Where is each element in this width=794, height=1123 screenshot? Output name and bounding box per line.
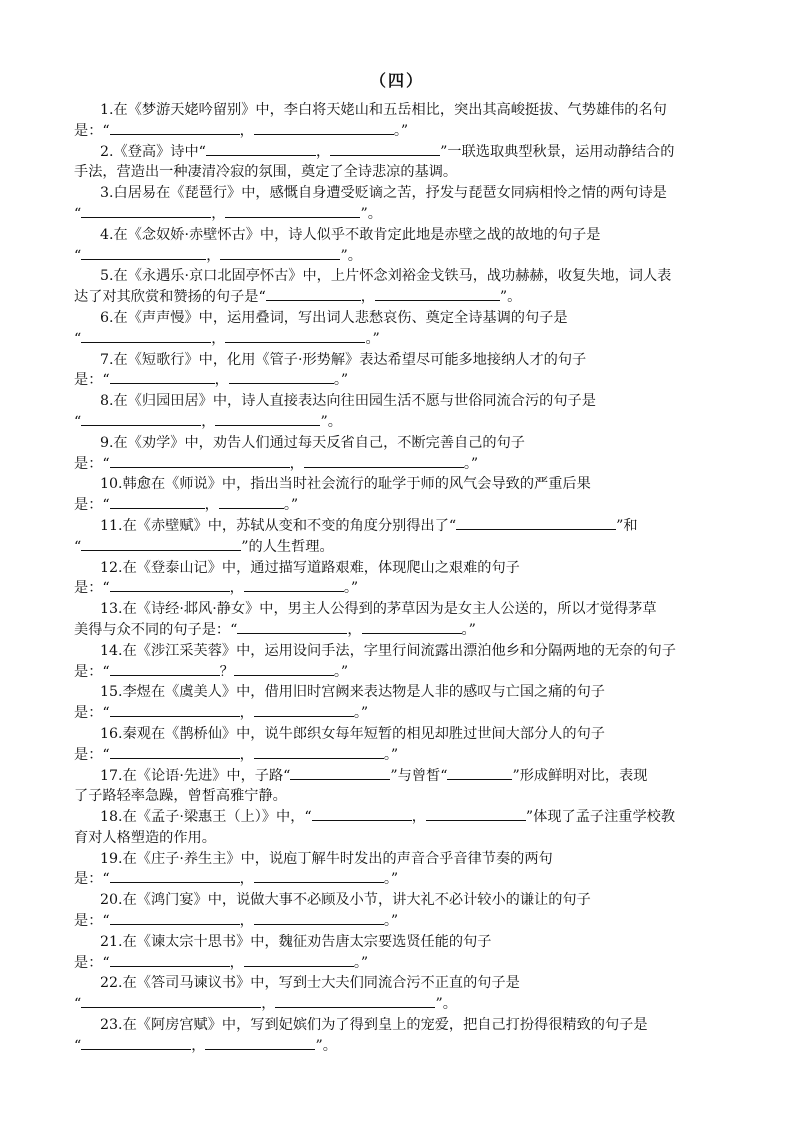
answer-blank[interactable] — [81, 329, 211, 343]
answer-blank[interactable] — [81, 537, 241, 551]
answer-blank[interactable] — [110, 578, 230, 592]
answer-blank[interactable] — [81, 412, 201, 426]
answer-blank[interactable] — [275, 994, 435, 1008]
answer-blank[interactable] — [219, 495, 284, 509]
answer-blank[interactable] — [330, 142, 440, 156]
answer-blank[interactable] — [244, 953, 354, 967]
answer-blank[interactable] — [362, 620, 462, 634]
answer-blank[interactable] — [110, 662, 220, 676]
question-6: 6.在《声声慢》中，运用叠词，写出词人悲愁哀伤、奠定全诗基调的句子是 “ ， 。” — [74, 309, 568, 347]
question-10: 10.韩愈在《师说》中，指出当时社会流行的耻学于师的风气会导致的严重后果 是：“ ， 。” — [74, 476, 591, 514]
question-21: 21.在《谏太宗十思书》中，魏征劝告唐太宗要选贤任能的句子 是：“ ， 。” — [74, 933, 492, 971]
question-list — [74, 100, 726, 1057]
answer-blank[interactable] — [312, 807, 412, 821]
answer-blank[interactable] — [225, 204, 360, 218]
question-1: 1.在《梦游天姥吟留别》中，李白将天姥山和五岳相比，突出其高峻挺拔、气势雄伟的名句 是：“ ， 。” — [74, 102, 667, 139]
answer-blank[interactable] — [304, 454, 464, 468]
question-18: 18.在《孟子·梁惠王（上）》中，“ ， ”体现了孟子注重学校教 育对人格塑造的作用。 — [74, 809, 676, 846]
answer-blank[interactable] — [110, 911, 240, 925]
answer-blank[interactable] — [290, 766, 390, 780]
question-3: 3.白居易在《琵琶行》中，感慨自身遭受贬谪之苦，抒发与琵琶女同病相怜之情的两句诗是 “ ， ”。 — [74, 185, 667, 222]
answer-blank[interactable] — [110, 745, 240, 759]
answer-blank[interactable] — [225, 329, 365, 343]
question-14: 14.在《涉江采芙蓉》中，运用设问手法，字里行间流露出漂泊他乡和分隔两地的无奈的句子 是：“ ？ 。” — [74, 642, 676, 680]
answer-blank[interactable] — [110, 454, 290, 468]
answer-blank[interactable] — [254, 869, 384, 883]
answer-blank[interactable] — [254, 703, 354, 717]
answer-blank[interactable] — [266, 287, 361, 301]
question-15: 15.李煜在《虞美人》中，借用旧时宫阙来表达物是人非的感叹与亡国之痛的句子 是：“ ， 。” — [74, 684, 605, 722]
answer-blank[interactable] — [81, 204, 211, 218]
answer-blank[interactable] — [237, 620, 347, 634]
question-7: 7.在《短歌行》中，化用《管子·形势解》表达希望尽可能多地接纳人才的句子 是：“ ， 。” — [74, 351, 587, 389]
question-11: 11.在《赤壁赋》中，苏轼从变和不变的角度分别得出了“ ”和 “ ”的人生哲理。 — [74, 517, 638, 555]
answer-blank[interactable] — [206, 142, 316, 156]
answer-blank[interactable] — [81, 994, 261, 1008]
answer-blank[interactable] — [456, 516, 616, 530]
question-20: 20.在《鸿门宴》中，说做大事不必顾及小节，讲大礼不必计较小的谦让的句子 是：“ ， 。” — [74, 892, 591, 930]
answer-blank[interactable] — [110, 370, 215, 384]
question-9: 9.在《劝学》中，劝告人们通过每天反省自己，不断完善自己的句子 是：“ ， 。” — [74, 434, 525, 472]
question-12: 12.在《登泰山记》中，通过描写道路艰难，体现爬山之艰难的句子 是：“ ， 。” — [74, 559, 520, 597]
answer-blank[interactable] — [254, 745, 384, 759]
answer-blank[interactable] — [81, 246, 206, 260]
answer-blank[interactable] — [220, 246, 340, 260]
answer-blank[interactable] — [110, 869, 240, 883]
answer-blank[interactable] — [234, 662, 334, 676]
answer-blank[interactable] — [110, 953, 230, 967]
answer-blank[interactable] — [375, 287, 500, 301]
answer-blank[interactable] — [215, 412, 320, 426]
answer-blank[interactable] — [254, 121, 394, 135]
section-heading: （四） — [369, 71, 424, 90]
answer-blank[interactable] — [447, 766, 512, 780]
answer-blank[interactable] — [229, 370, 334, 384]
question-23: 23.在《阿房宫赋》中，写到妃嫔们为了得到皇上的宠爱，把自己打扮得很精致的句子是 “ ， ”。 — [74, 1017, 648, 1054]
question-16: 16.秦观在《鹊桥仙》中，说牛郎织女每年短暂的相见却胜过世间大部分人的句子 是：“ ， 。” — [74, 725, 605, 763]
answer-blank[interactable] — [81, 1036, 191, 1050]
question-17: 17.在《论语·先进》中，子路“ ”与曾皙“ ”形成鲜明对比，表现 了子路轻率急躁，曾皙高雅宁静。 — [74, 767, 648, 805]
answer-blank[interactable] — [254, 911, 384, 925]
question-8: 8.在《归园田居》中，诗人直接表达向往田园生活不愿与世俗同流合污的句子是 “ ， ”。 — [74, 393, 596, 430]
answer-blank[interactable] — [426, 807, 526, 821]
question-2: 2.《登高》诗中“ ， ”一联选取典型秋景，运用动静结合的 手法，营造出一种凄清冷寂的氛围，奠定了全诗悲凉的基调。 — [74, 143, 675, 181]
question-13: 13.在《诗经·邶风·静女》中，男主人公得到的茅草因为是女主人公送的，所以才觉得茅草 美得与众不同的句子是：“ ， 。” — [74, 601, 657, 638]
answer-blank[interactable] — [205, 1036, 315, 1050]
question-19: 19.在《庄子·养生主》中，说庖丁解牛时发出的声音合乎音律节奏的两句 是：“ ， 。” — [74, 850, 553, 888]
answer-blank[interactable] — [110, 495, 205, 509]
question-4: 4.在《念奴娇·赤壁怀古》中，诗人似乎不敢肯定此地是赤壁之战的故地的句子是 “ ， ”。 — [74, 226, 601, 264]
answer-blank[interactable] — [244, 578, 344, 592]
answer-blank[interactable] — [110, 703, 240, 717]
answer-blank[interactable] — [110, 121, 240, 135]
question-22: 22.在《答司马谏议书》中，写到士大夫们同流合污不正直的句子是 “ ， ”。 — [74, 975, 520, 1013]
question-5: 5.在《永遇乐·京口北固亭怀古》中，上片怀念刘裕金戈铁马，战功赫赫，收复失地，词人表 达了对其欣赏和赞扬的句子是“ ， ”。 — [74, 268, 672, 306]
